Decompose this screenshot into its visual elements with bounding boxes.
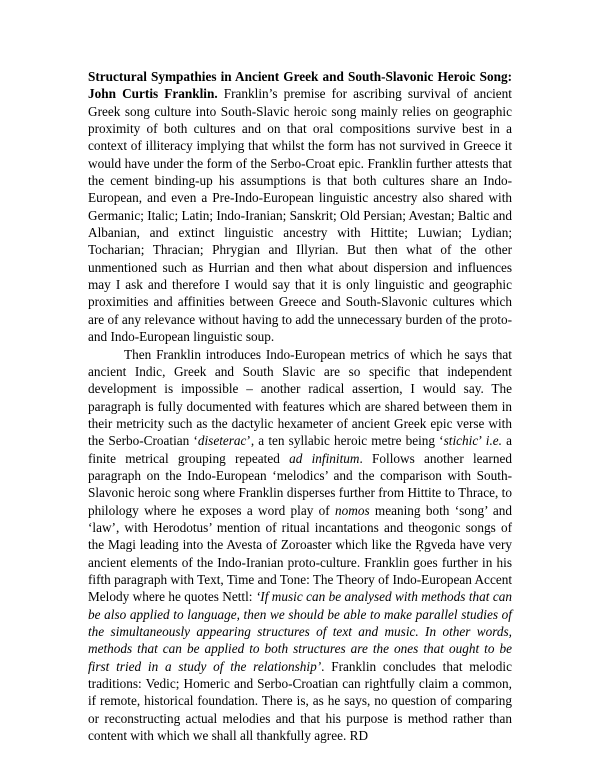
paragraph-2-text-3: ’ [478, 433, 486, 449]
term-ad-infinitum: ad infinitum [289, 450, 360, 466]
paragraph-1-text: Franklin’s premise for ascribing survival of ancient Greek song culture into South-Slavic heroic song mainly relies on geographic proximity of both cultures and on that oral compositions survive best in a context of illiteracy implying that whilst the form has not survived in Greece it would have under the form of the Serbo-Croat epic. Franklin further attests that the cement binding-up his assumptions is that both cultures share an Indo-European, and even a Pre-Indo-European linguistic ancestry also shared with Germanic; Italic; Latin; Indo-Iranian; Sanskrit; Old Persian; Avestan; Baltic and Albanian, and extinct linguistic ancestry with Hittite; Luwian; Lydian; Tocharian; Thracian; Phrygian and Illyrian. But then what of the other unmentioned such as Hurrian and then what about dispersion and influences may I ask and therefore I would say that it is only linguistic and geographic proximities and affinities between Greece and South-Slavonic cultures which are of any relevance without having to add the unnecessary burden of the proto- and Indo-European linguistic soup. [88, 86, 513, 345]
paragraph-2-text-5: . Follows another learned paragraph on the Indo-European ‘melodics’ and the comparison with South-Slavonic heroic song where Franklin disperses further from Hittite to Thrace, to philology where he exposes a word play of [88, 450, 512, 518]
paragraph-2-text-6: meaning both ‘song’ and ‘law’, with Herodotus’ mention of ritual incantations and theogonic songs of the Magi leading into the Avesta of Zoroaster which like the Ṛgveda have very ancient elements of the Indo-Iranian proto-culture. Franklin goes further in his fifth paragraph with Text, Time and Tone: The Theory of Indo-European Accent Melody where he quotes Nettl: [88, 502, 513, 605]
term-nomos: nomos [335, 502, 370, 518]
nettl-quote: ‘If music can be analysed with methods that can be also applied to language, then we should be able to make parallel studies of the simultaneously appearing structures of text and music. In other words, methods that can be applied to both structures are the ones that ought to be first tried in a study of the relationship’ [88, 589, 512, 674]
paragraph-2-text-7: . Franklin concludes that melodic traditions: Vedic; Homeric and Serbo-Croatian can rightfully claim a common, if remote, historical foundation. There is, as he says, no question of comparing or reconstructing actual melodies and that his purpose is method rather than content with which we shall all thankfully agree. RD [88, 658, 512, 744]
term-diseterac: diseterac [197, 433, 247, 449]
review-title: Structural Sympathies in Ancient Greek and South-Slavonic Heroic Song: John Curtis Franklin. [88, 69, 512, 102]
paragraph-2 [88, 346, 512, 745]
paragraph-1 [88, 68, 512, 346]
paragraph-2-text-2: ’, a ten syllabic heroic metre being ‘ [246, 433, 444, 449]
document-page [88, 68, 512, 744]
term-ie: i.e. [485, 433, 502, 449]
paragraph-2-text-1: Then Franklin introduces Indo-European metrics of which he says that ancient Indic, Greek and South Slavic are so specific that independent development is impossible – another radical assertion, I would say. The paragraph is fully documented with features which are shared between them in their metricity such as the dactylic hexameter of ancient Greek epic verse with the Serbo-Croatian ‘ [88, 346, 512, 449]
paragraph-2-text-4: a finite metrical grouping repeated [88, 433, 512, 466]
term-stichic: stichic [443, 433, 479, 449]
